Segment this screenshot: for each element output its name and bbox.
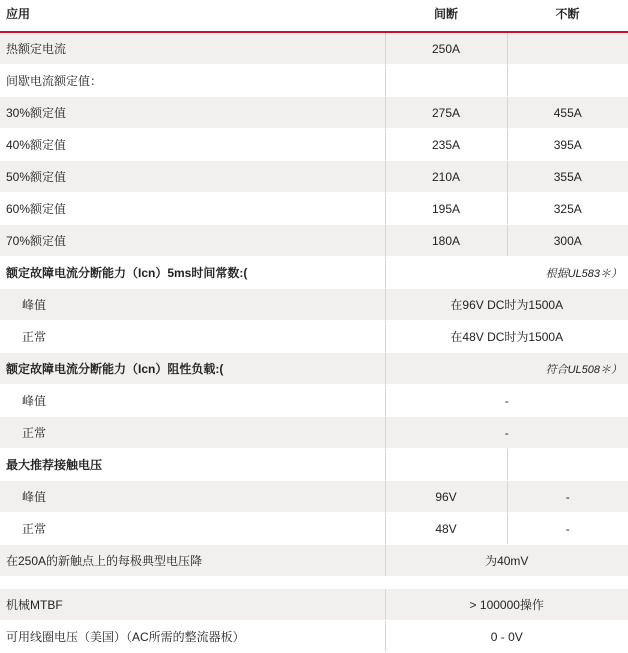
table-row xyxy=(0,65,628,97)
row-label-max-voltage-peak: 峰值 xyxy=(0,481,385,513)
row-value-mechanical-mtbf: > 100000操作 xyxy=(385,589,628,621)
row-label-fault-current-resistive-heading: 额定故障电流分断能力（Icn）阻性负载:( xyxy=(0,353,385,385)
table-row xyxy=(0,193,628,225)
row-label-fault-5ms-peak: 峰值 xyxy=(0,289,385,321)
row-interrupt-max-voltage-peak: 96V xyxy=(385,481,507,513)
table-row xyxy=(0,257,628,289)
row-label-max-voltage-normal: 正常 xyxy=(0,513,385,545)
row-value-available-coil-voltage: 0 - 0V xyxy=(385,621,628,653)
row-continuous-max-recommended-contact-voltage-heading xyxy=(507,449,628,481)
row-label-mechanical-mtbf: 机械MTBF xyxy=(0,589,385,621)
table-row xyxy=(0,513,628,545)
row-value-fault-resistive-peak: - xyxy=(385,385,628,417)
row-label-available-coil-voltage: 可用线圈电压（美国）（AC所需的整流器板） xyxy=(0,621,385,653)
header-row xyxy=(0,0,628,32)
row-interrupt-intermittent-current-rating-heading xyxy=(385,65,507,97)
table-row xyxy=(0,621,628,653)
table-row xyxy=(0,225,628,257)
row-label-rating-60: 60%额定值 xyxy=(0,193,385,225)
header-interrupt: 间断 xyxy=(385,0,507,32)
table-row xyxy=(0,417,628,449)
row-continuous-rating-50: 355A xyxy=(507,161,628,193)
row-label-fault-current-5ms-heading: 额定故障电流分断能力（Icn）5ms时间常数:( xyxy=(0,257,385,289)
table-row xyxy=(0,321,628,353)
row-label-rating-40: 40%额定值 xyxy=(0,129,385,161)
row-label-rating-50: 50%额定值 xyxy=(0,161,385,193)
row-continuous-rating-60: 325A xyxy=(507,193,628,225)
table-row xyxy=(0,481,628,513)
header-continuous: 不断 xyxy=(507,0,628,32)
table-row xyxy=(0,589,628,621)
row-interrupt-rating-70: 180A xyxy=(385,225,507,257)
row-continuous-rating-40: 395A xyxy=(507,129,628,161)
row-interrupt-rating-60: 195A xyxy=(385,193,507,225)
row-label-fault-resistive-peak: 峰值 xyxy=(0,385,385,417)
row-label-max-recommended-contact-voltage-heading: 最大推荐接触电压 xyxy=(0,449,385,481)
table-row xyxy=(0,385,628,417)
table-header xyxy=(0,0,628,32)
table-row xyxy=(0,449,628,481)
row-interrupt-max-recommended-contact-voltage-heading xyxy=(385,449,507,481)
row-interrupt-rating-50: 210A xyxy=(385,161,507,193)
row-value-fault-5ms-peak: 在96V DC时为1500A xyxy=(385,289,628,321)
row-spacer xyxy=(0,577,628,590)
row-label-fault-resistive-normal: 正常 xyxy=(0,417,385,449)
row-value-voltage-drop-per-pole: 为40mV xyxy=(385,545,628,577)
header-application: 应用 xyxy=(0,0,385,32)
table-row xyxy=(0,353,628,385)
row-continuous-max-voltage-normal: - xyxy=(507,513,628,545)
row-label-voltage-drop-per-pole: 在250A的新触点上的每极典型电压降 xyxy=(0,545,385,577)
row-label-rating-70: 70%额定值 xyxy=(0,225,385,257)
row-label-fault-5ms-normal: 正常 xyxy=(0,321,385,353)
row-interrupt-thermal-rated-current: 250A xyxy=(385,32,507,65)
row-continuous-intermittent-current-rating-heading xyxy=(507,65,628,97)
row-value-fault-resistive-normal: - xyxy=(385,417,628,449)
row-label-rating-30: 30%额定值 xyxy=(0,97,385,129)
row-continuous-rating-30: 455A xyxy=(507,97,628,129)
table-body xyxy=(0,32,628,653)
table-row xyxy=(0,545,628,577)
row-interrupt-max-voltage-normal: 48V xyxy=(385,513,507,545)
table-row xyxy=(0,289,628,321)
row-note-fault-current-resistive-heading: 符合UL508＊） xyxy=(385,353,628,385)
row-label-intermittent-current-rating-heading: 间歇电流额定值： xyxy=(0,65,385,97)
row-interrupt-rating-30: 275A xyxy=(385,97,507,129)
row-continuous-rating-70: 300A xyxy=(507,225,628,257)
row-value-fault-5ms-normal: 在48V DC时为1500A xyxy=(385,321,628,353)
row-interrupt-rating-40: 235A xyxy=(385,129,507,161)
row-continuous-thermal-rated-current xyxy=(507,32,628,65)
table-row xyxy=(0,32,628,65)
table-row xyxy=(0,129,628,161)
row-continuous-max-voltage-peak: - xyxy=(507,481,628,513)
table-row xyxy=(0,161,628,193)
table-row xyxy=(0,97,628,129)
row-note-fault-current-5ms-heading: 根据UL583＊） xyxy=(385,257,628,289)
table-row xyxy=(0,577,628,590)
row-label-thermal-rated-current: 热额定电流 xyxy=(0,32,385,65)
